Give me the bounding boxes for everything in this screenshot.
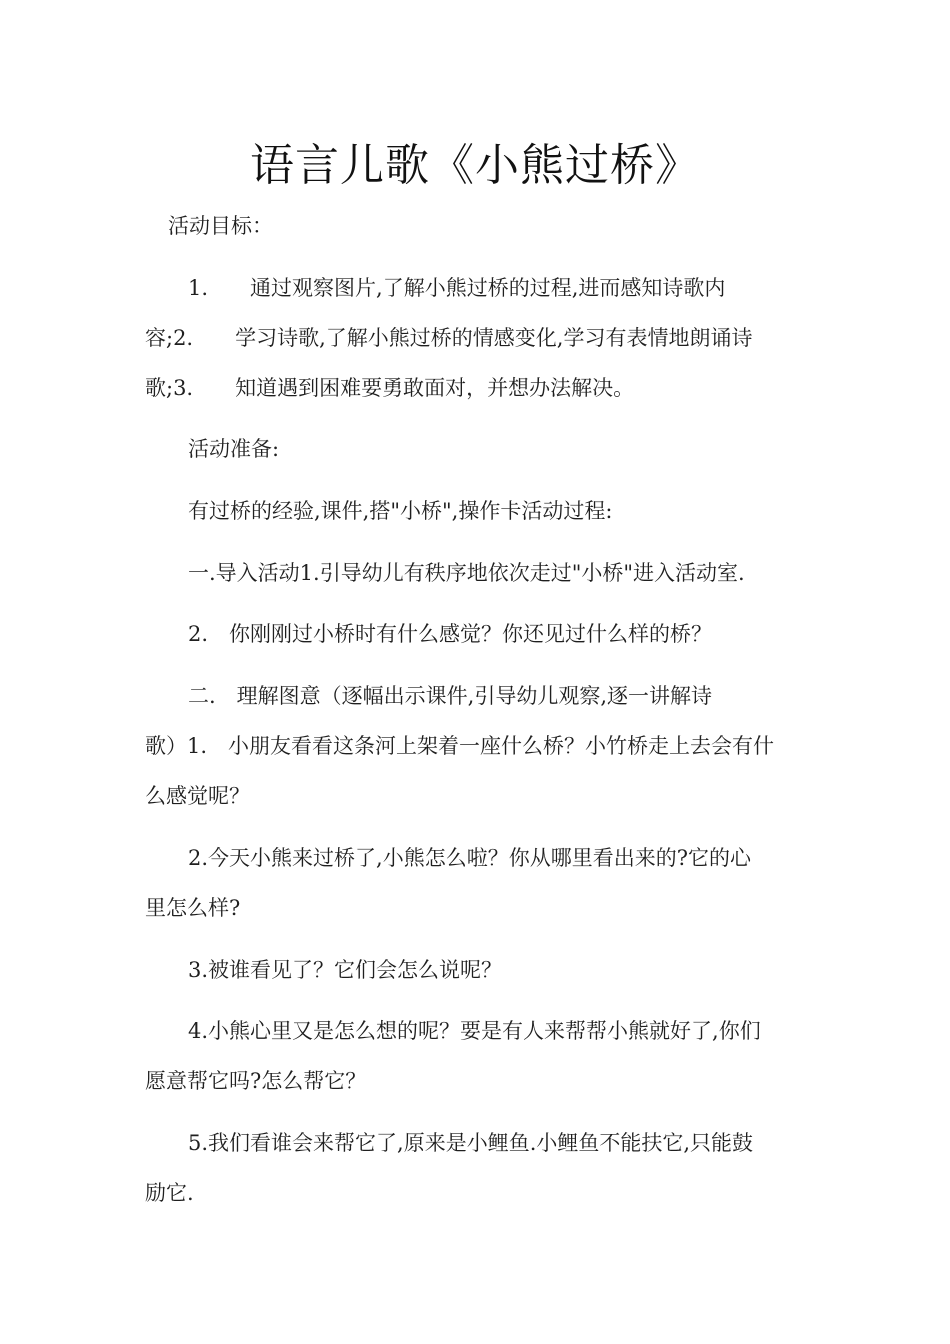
text-line: 么感觉呢？	[145, 784, 250, 808]
text-line: 活动目标：	[168, 214, 273, 238]
text-line: 一.导入活动1.引导幼儿有秩序地依次走过"小桥"进入活动室.	[188, 561, 745, 585]
text-line: 容;2. 学习诗歌,了解小熊过桥的情感变化,学习有表情地朗诵诗	[145, 326, 753, 350]
text-line: 1. 通过观察图片,了解小熊过桥的过程,进而感知诗歌内	[188, 276, 726, 300]
text-line: 3.被谁看见了？它们会怎么说呢？	[188, 958, 503, 982]
text-line: 4.小熊心里又是怎么想的呢？要是有人来帮帮小熊就好了,你们	[188, 1019, 761, 1043]
text-line: 2. 你刚刚过小桥时有什么感觉？你还见过什么样的桥？	[188, 622, 713, 646]
text-line: 有过桥的经验,课件,搭"小桥",操作卡活动过程:	[188, 499, 613, 523]
text-line: 励它.	[145, 1181, 194, 1205]
text-line: 里怎么样?	[145, 896, 241, 920]
text-line: 愿意帮它吗?怎么帮它？	[145, 1069, 367, 1093]
text-line: 歌;3. 知道遇到困难要勇敢面对，并想办法解决。	[145, 376, 635, 400]
text-line: 5.我们看谁会来帮它了,原来是小鲤鱼.小鲤鱼不能扶它,只能鼓	[188, 1131, 754, 1155]
text-line: 歌）1. 小朋友看看这条河上架着一座什么桥？小竹桥走上去会有什	[145, 734, 775, 758]
document-title: 语言儿歌《小熊过桥》	[250, 140, 700, 191]
text-line: 2.今天小熊来过桥了,小熊怎么啦？你从哪里看出来的?它的心	[188, 846, 751, 870]
text-line: 二. 理解图意（逐幅出示课件,引导幼儿观察,逐一讲解诗	[188, 684, 713, 708]
text-line: 活动准备:	[188, 437, 280, 461]
